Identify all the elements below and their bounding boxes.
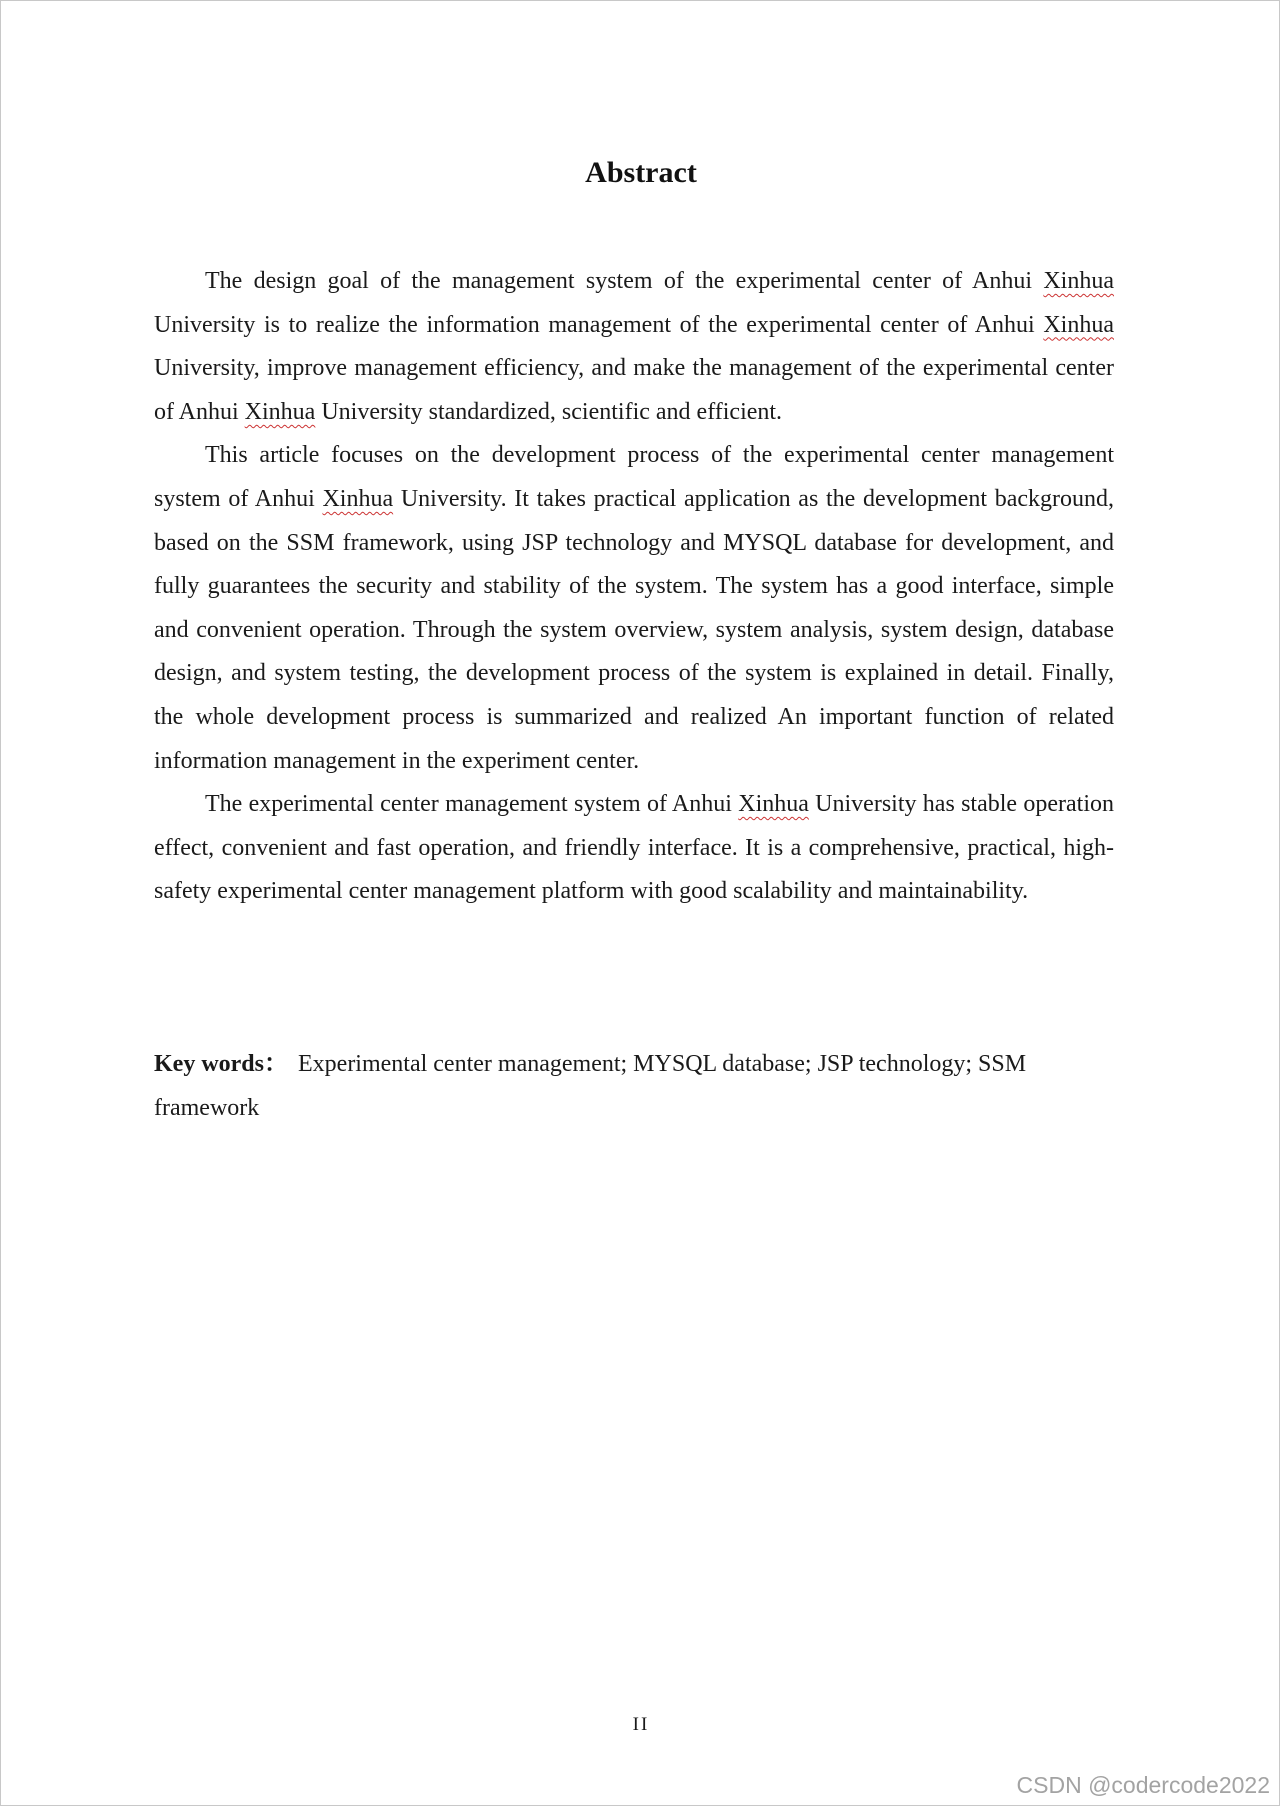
abstract-body [154, 260, 1114, 914]
paragraph-text-run: University has stable operation effect, convenient and fast operation, and friendly interface. It is a comprehensive, practical, high-safety experimental center management platform with good scalability and maintainability. [154, 791, 1114, 905]
watermark: CSDN @codercode2022 [1016, 1772, 1270, 1798]
paragraph-text-run: The experimental center management system of Anhui [205, 791, 739, 818]
paragraph-text-run: The design goal of the management system of the experimental center of Anhui [205, 268, 1044, 294]
keywords-text: Experimental center management; MYSQL database; JSP technology; SSM framework [154, 1051, 1027, 1121]
spellcheck-flagged-word: Xinhua [738, 791, 809, 818]
keywords-label: Key words： [154, 1051, 288, 1077]
spellcheck-flagged-word: Xinhua [244, 398, 316, 425]
paragraph-text-run: University. It takes practical application as the development background, based on the SSM framework, using JSP technology and MYSQL database for development, and fully guarantees the security and stability of the system. The system has a good interface, simple and convenient operation. Through the system overview, system analysis, system design, database design, and system testing, the development process of the system is explained in detail. Finally, the whole development process is summarized and realized An important function of related information management in the experiment center. [154, 485, 1114, 774]
abstract-title: Abstract [585, 156, 697, 189]
spellcheck-flagged-word: Xinhua [322, 485, 394, 512]
abstract-paragraph [154, 783, 1114, 914]
abstract-paragraph [154, 434, 1114, 783]
paragraph-text-run: University is to realize the information management of the experimental center of Anhui [154, 311, 1044, 338]
abstract-paragraph [154, 260, 1114, 434]
page-number: II [632, 1714, 650, 1735]
paragraph-text-run: University, improve management efficiency, and make the management of the experimental center of Anhui [154, 355, 1114, 425]
paragraph-text-run: University standardized, scientific and efficient. [315, 398, 783, 425]
paragraph-text-run: This article focuses on the development process of the experimental center management system of Anhui [154, 442, 1114, 512]
spellcheck-flagged-word: Xinhua [1043, 268, 1114, 294]
keywords-line [154, 1043, 1114, 1130]
spellcheck-flagged-word: Xinhua [1043, 311, 1114, 338]
